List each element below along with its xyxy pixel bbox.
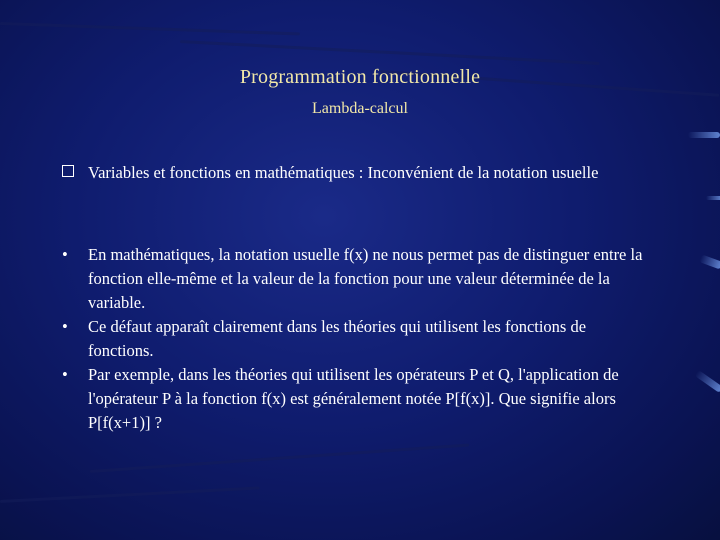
bullet-icon: •	[62, 365, 68, 384]
bullet-icon: •	[62, 317, 68, 336]
bullet-list	[62, 243, 652, 435]
list-item	[62, 315, 652, 363]
checkbox-icon	[62, 165, 74, 177]
list-item	[62, 363, 652, 435]
bullet-text: Par exemple, dans les théories qui utilisent les opérateurs P et Q, l'application de l'opérateur P à la fonction f(x) est généralement notée P[f(x)]. Que signifie alors P[f(x+1)] ?	[88, 365, 619, 432]
decorative-edge-mark	[706, 196, 720, 200]
background-streak	[0, 486, 260, 503]
bullet-text: En mathématiques, la notation usuelle f(x) ne nous permet pas de distinguer entre la fonction elle-même et la valeur de la fonction pour une valeur déterminée de la variable.	[88, 245, 643, 312]
background-streak	[180, 40, 600, 65]
slide-subtitle: Lambda-calcul	[312, 100, 408, 117]
bullet-icon: •	[62, 245, 68, 264]
slide-title: Programmation fonctionnelle	[239, 66, 481, 88]
background-streak	[90, 443, 469, 473]
section-heading-text: Variables et fonctions en mathématiques : Inconvénient de la notation usuelle	[88, 163, 599, 182]
decorative-edge-mark	[699, 254, 720, 269]
background-streak	[0, 22, 300, 35]
list-item	[62, 243, 652, 315]
section-heading	[62, 161, 642, 185]
decorative-edge-mark	[688, 132, 720, 138]
decorative-edge-mark	[695, 370, 720, 393]
bullet-text: Ce défaut apparaît clairement dans les théories qui utilisent les fonctions de fonctions.	[88, 317, 587, 360]
